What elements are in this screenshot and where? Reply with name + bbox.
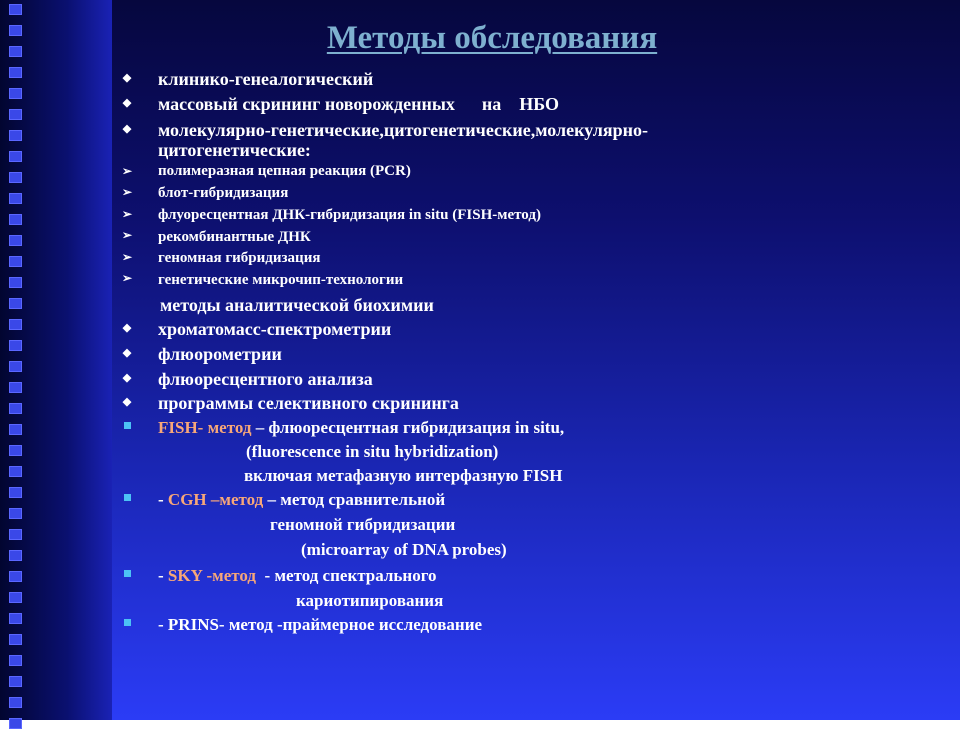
method-prefix: - — [158, 566, 168, 585]
sprocket-hole-icon — [9, 676, 22, 687]
section-heading: методы аналитической биохимии — [160, 295, 434, 315]
square-bullet-icon — [124, 570, 131, 577]
sprocket-hole-icon — [9, 613, 22, 624]
list-item: блот-гибридизация — [158, 185, 289, 201]
diamond-bullet-icon: ◆ — [122, 97, 132, 109]
method-detail: включая метафазную интерфазную FISH — [244, 466, 563, 485]
list-item: флюоресцентного анализа — [158, 369, 373, 389]
sprocket-hole-icon — [9, 445, 22, 456]
diamond-bullet-icon: ◆ — [122, 322, 132, 334]
arrow-bullet-icon: ➢ — [122, 207, 133, 221]
square-bullet-icon — [124, 494, 131, 501]
diamond-bullet-icon: ◆ — [122, 72, 132, 84]
list-item: хроматомасс-спектрометрии — [158, 319, 392, 339]
sprocket-hole-icon — [9, 277, 22, 288]
sprocket-hole-icon — [9, 151, 22, 162]
slide-title: Методы обследования — [326, 20, 658, 56]
list-item: массовый скрининг новорожденных на НБО — [158, 94, 560, 114]
list-item: полимеразная цепная реакция (PCR) — [158, 163, 411, 179]
list-item: цитогенетические: — [158, 140, 311, 160]
sprocket-hole-icon — [9, 592, 22, 603]
list-item: флюорометрии — [158, 344, 282, 364]
filmstrip-decoration — [0, 0, 112, 720]
sprocket-hole-icon — [9, 655, 22, 666]
list-item: генетические микрочип-технологии — [158, 272, 404, 288]
square-bullet-icon — [124, 422, 131, 429]
method-sky — [158, 566, 437, 586]
sprocket-hole-icon — [9, 193, 22, 204]
method-description: – флюоресцентная гибридизация in situ, — [251, 418, 565, 437]
arrow-bullet-icon: ➢ — [122, 185, 133, 199]
arrow-bullet-icon: ➢ — [122, 250, 133, 264]
method-prefix: - — [158, 490, 168, 509]
sprocket-hole-icon — [9, 634, 22, 645]
sprocket-hole-icon — [9, 697, 22, 708]
sprocket-hole-icon — [9, 361, 22, 372]
sprocket-hole-icon — [9, 214, 22, 225]
square-bullet-icon — [124, 619, 131, 626]
method-name: CGH –метод — [167, 490, 264, 509]
diamond-bullet-icon: ◆ — [122, 347, 132, 359]
sprocket-hole-icon — [9, 319, 22, 330]
sprocket-hole-icon — [9, 46, 22, 57]
method-cgh — [158, 490, 445, 510]
sprocket-hole-icon — [9, 403, 22, 414]
diamond-bullet-icon: ◆ — [122, 396, 132, 408]
method-name: FISH- метод — [158, 418, 252, 437]
method-detail: геномной гибридизации — [270, 515, 456, 534]
diamond-bullet-icon: ◆ — [122, 372, 132, 384]
list-item: молекулярно-генетические,цитогенетические,молекулярно- — [158, 120, 649, 140]
sprocket-hole-icon — [9, 130, 22, 141]
sprocket-hole-icon — [9, 340, 22, 351]
sprocket-hole-icon — [9, 487, 22, 498]
method-detail: кариотипирования — [296, 591, 444, 610]
sprocket-hole-icon — [9, 508, 22, 519]
sprocket-hole-icon — [9, 424, 22, 435]
list-item: клинико-генеалогический — [158, 69, 374, 89]
sprocket-hole-icon — [9, 382, 22, 393]
list-item: флуоресцентная ДНК-гибридизация in situ (FISH-метод) — [158, 207, 541, 223]
arrow-bullet-icon: ➢ — [122, 228, 133, 242]
sprocket-hole-icon — [9, 109, 22, 120]
sprocket-hole-icon — [9, 298, 22, 309]
sprocket-hole-icon — [9, 88, 22, 99]
sprocket-hole-icon — [9, 256, 22, 267]
sprocket-hole-icon — [9, 235, 22, 246]
method-detail: (microarray of DNA probes) — [301, 540, 507, 559]
sprocket-hole-icon — [9, 529, 22, 540]
sprocket-hole-icon — [9, 466, 22, 477]
method-description: - метод спектрального — [256, 566, 437, 585]
list-item: программы селективного скрининга — [158, 393, 459, 413]
sprocket-hole-icon — [9, 4, 22, 15]
diamond-bullet-icon: ◆ — [122, 123, 132, 135]
sprocket-hole-icon — [9, 172, 22, 183]
method-detail: (fluorescence in situ hybridization) — [246, 442, 499, 461]
method-prins: - PRINS- метод -праймерное исследование — [158, 615, 483, 634]
slide — [112, 0, 960, 720]
method-name: SKY -метод — [167, 566, 257, 585]
sprocket-hole-icon — [9, 571, 22, 582]
arrow-bullet-icon: ➢ — [122, 271, 133, 285]
arrow-bullet-icon: ➢ — [122, 164, 133, 178]
sprocket-hole-icon — [9, 25, 22, 36]
method-description: – метод сравнительной — [263, 490, 446, 509]
list-item: рекомбинантные ДНК — [158, 229, 311, 245]
list-item: геномная гибридизация — [158, 250, 321, 266]
sprocket-hole-icon — [9, 550, 22, 561]
method-fish — [158, 418, 564, 438]
sprocket-hole-icon — [9, 67, 22, 78]
